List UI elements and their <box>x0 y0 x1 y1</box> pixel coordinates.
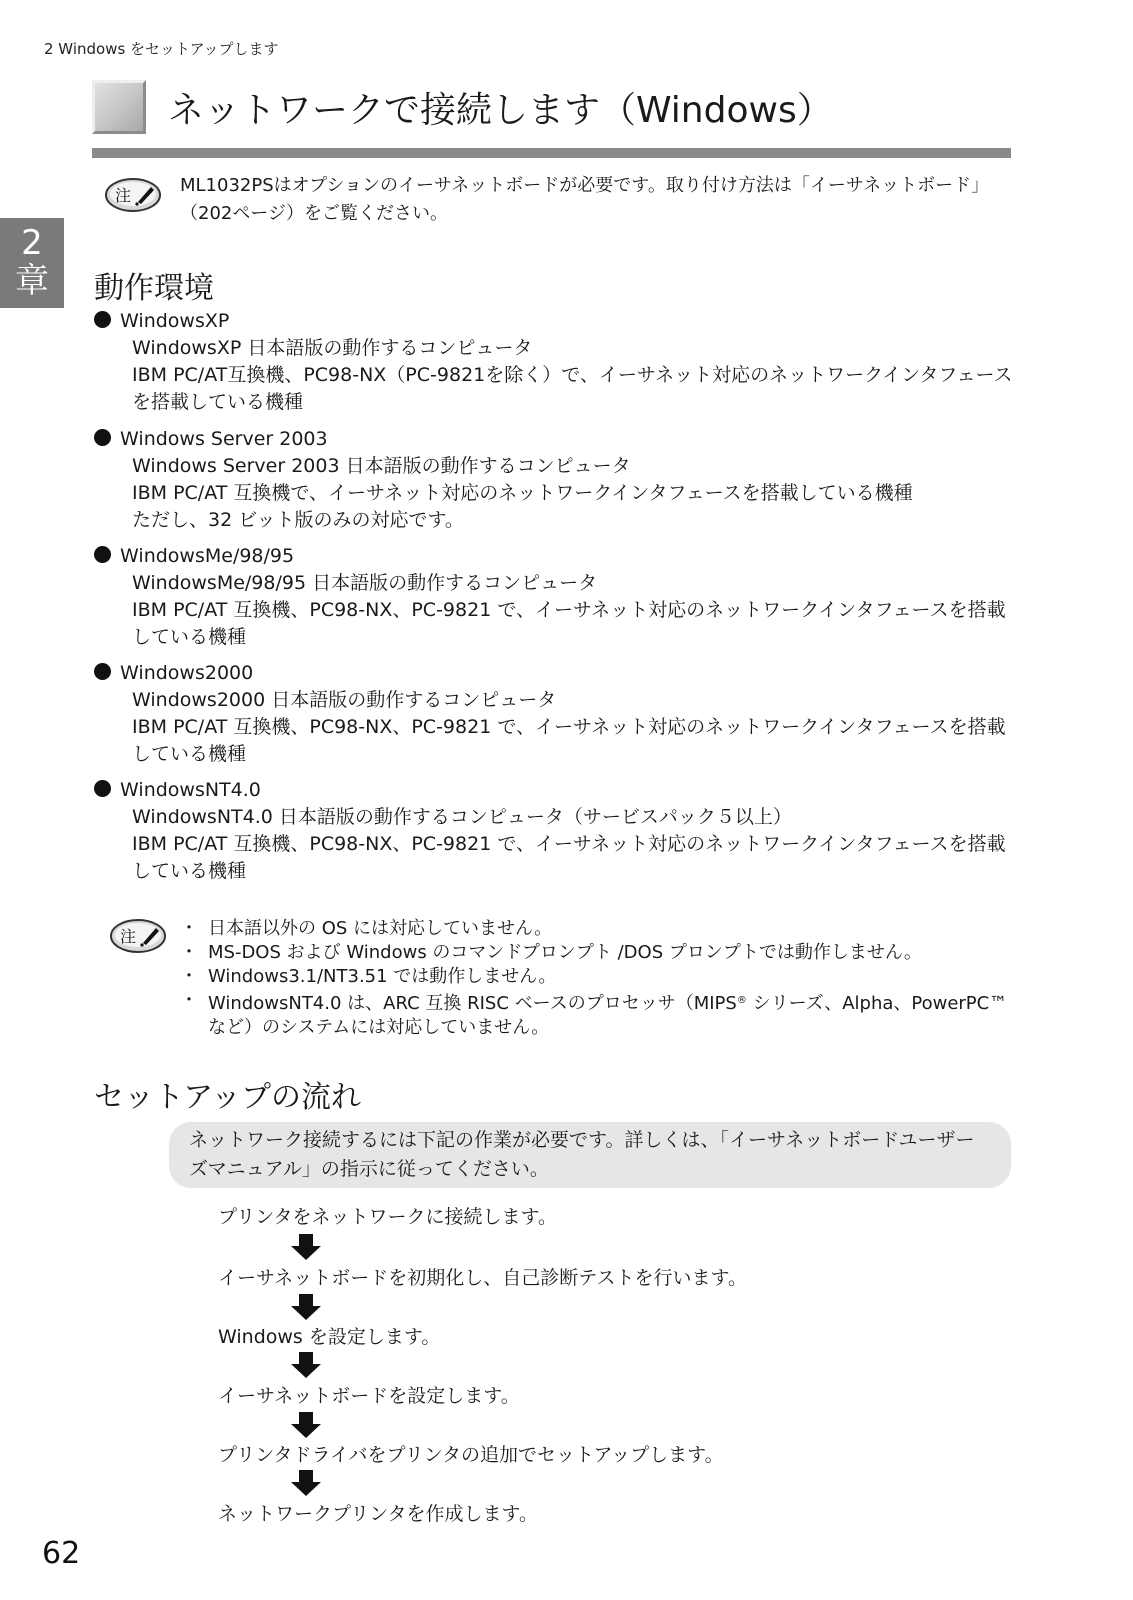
os-item-windowsnt40 <box>94 777 1024 885</box>
note-text: ML1032PSはオプションのイーサネットボードが必要です。取り付け方法は「イーサネットボード」（202ページ）をご覧ください。 <box>180 175 990 224</box>
os-desc-line: Windows Server 2003 日本語版の動作するコンピュータ <box>132 455 631 477</box>
os-desc-line: Windows2000 日本語版の動作するコンピュータ <box>132 689 557 711</box>
note-list-item: ・ MS-DOS および Windows のコマンドプロンプト /DOS プロンプトでは動作しません。 <box>180 941 1020 965</box>
bullet-icon <box>94 663 111 680</box>
chapter-label: 章 <box>15 261 49 301</box>
flow-step: プリンタドライバをプリンタの追加でセットアップします。 <box>218 1444 724 1466</box>
flow-step: プリンタをネットワークに接続します。 <box>218 1206 557 1228</box>
note-text-part: WindowsNT4.0 は、ARC 互換 RISC ベースのプロセッサ（MIPS <box>208 993 737 1014</box>
flow-step: イーサネットボードを設定します。 <box>218 1385 520 1407</box>
os-desc-line: WindowsMe/98/95 日本語版の動作するコンピュータ <box>132 572 598 594</box>
note-icon-label: 注 <box>115 186 132 205</box>
os-name: WindowsXP <box>120 310 230 332</box>
note-text-part: シリーズ、Alpha、PowerPC™ など）のシステムには対応していません。 <box>208 993 1008 1038</box>
flow-step: Windows を設定します。 <box>218 1326 441 1348</box>
note-list-item <box>180 989 1020 1040</box>
os-desc-line: ただし、32 ビット版のみの対応です。 <box>132 509 464 531</box>
down-arrow-icon <box>291 1412 321 1438</box>
running-header: 2 Windows をセットアップします <box>44 40 279 58</box>
down-arrow-icon <box>291 1470 321 1496</box>
os-name: Windows Server 2003 <box>120 428 328 450</box>
os-desc-line: WindowsNT4.0 日本語版の動作するコンピュータ（サービスパック５以上） <box>132 806 792 828</box>
os-name: WindowsMe/98/95 <box>120 545 295 567</box>
chapter-tab <box>0 218 64 308</box>
flow-step: イーサネットボードを初期化し、自己診断テストを行います。 <box>218 1267 747 1289</box>
down-arrow-icon <box>291 1294 321 1320</box>
page-number: 62 <box>42 1536 81 1571</box>
os-desc-line: IBM PC/AT 互換機で、イーサネット対応のネットワークインタフェースを搭載している機種 <box>132 482 913 504</box>
registered-mark: ® <box>736 995 747 1006</box>
note-icon <box>109 918 167 954</box>
os-name: Windows2000 <box>120 662 254 684</box>
bullet-icon <box>94 429 111 446</box>
flow-intro-box: ネットワーク接続するには下記の作業が必要です。詳しくは、「イーサネットボードユーザーズマニュアル」の指示に従ってください。 <box>169 1122 1011 1188</box>
os-item-windows-server-2003 <box>94 426 1024 534</box>
bullet-icon <box>94 780 111 797</box>
os-item-windowsme-98-95 <box>94 543 1024 651</box>
title-rule <box>92 148 1011 158</box>
os-desc-line: IBM PC/AT 互換機、PC98-NX、PC-9821 で、イーサネット対応のネットワークインタフェースを搭載している機種 <box>132 599 1006 648</box>
note-list <box>180 917 1020 1040</box>
bullet-icon <box>94 311 111 328</box>
note-icon <box>104 177 162 213</box>
flow-step: ネットワークプリンタを作成します。 <box>218 1503 538 1525</box>
os-desc-line: IBM PC/AT 互換機、PC98-NX、PC-9821 で、イーサネット対応のネットワークインタフェースを搭載している機種 <box>132 833 1006 882</box>
section-title-requirements: 動作環境 <box>94 271 214 306</box>
title-decoration-box <box>92 80 146 134</box>
os-name: WindowsNT4.0 <box>120 779 261 801</box>
note-icon-label: 注 <box>120 927 137 946</box>
os-item-windows2000 <box>94 660 1024 768</box>
section-title-setup-flow: セットアップの流れ <box>94 1080 361 1115</box>
page-title: ネットワークで接続します（Windows） <box>168 90 833 131</box>
down-arrow-icon <box>291 1352 321 1378</box>
os-item-windowsxp <box>94 308 1024 416</box>
chapter-number: 2 <box>21 223 43 263</box>
os-desc-line: IBM PC/AT 互換機、PC98-NX、PC-9821 で、イーサネット対応のネットワークインタフェースを搭載している機種 <box>132 716 1006 765</box>
bullet-icon <box>94 546 111 563</box>
note-list-item: ・ 日本語以外の OS には対応していません。 <box>180 917 1020 941</box>
os-desc-line: IBM PC/AT互換機、PC98-NX（PC-9821を除く）で、イーサネット対応のネットワークインタフェースを搭載している機種 <box>132 364 1013 413</box>
down-arrow-icon <box>291 1234 321 1260</box>
note-list-item: ・ Windows3.1/NT3.51 では動作しません。 <box>180 965 1020 989</box>
os-desc-line: WindowsXP 日本語版の動作するコンピュータ <box>132 337 533 359</box>
